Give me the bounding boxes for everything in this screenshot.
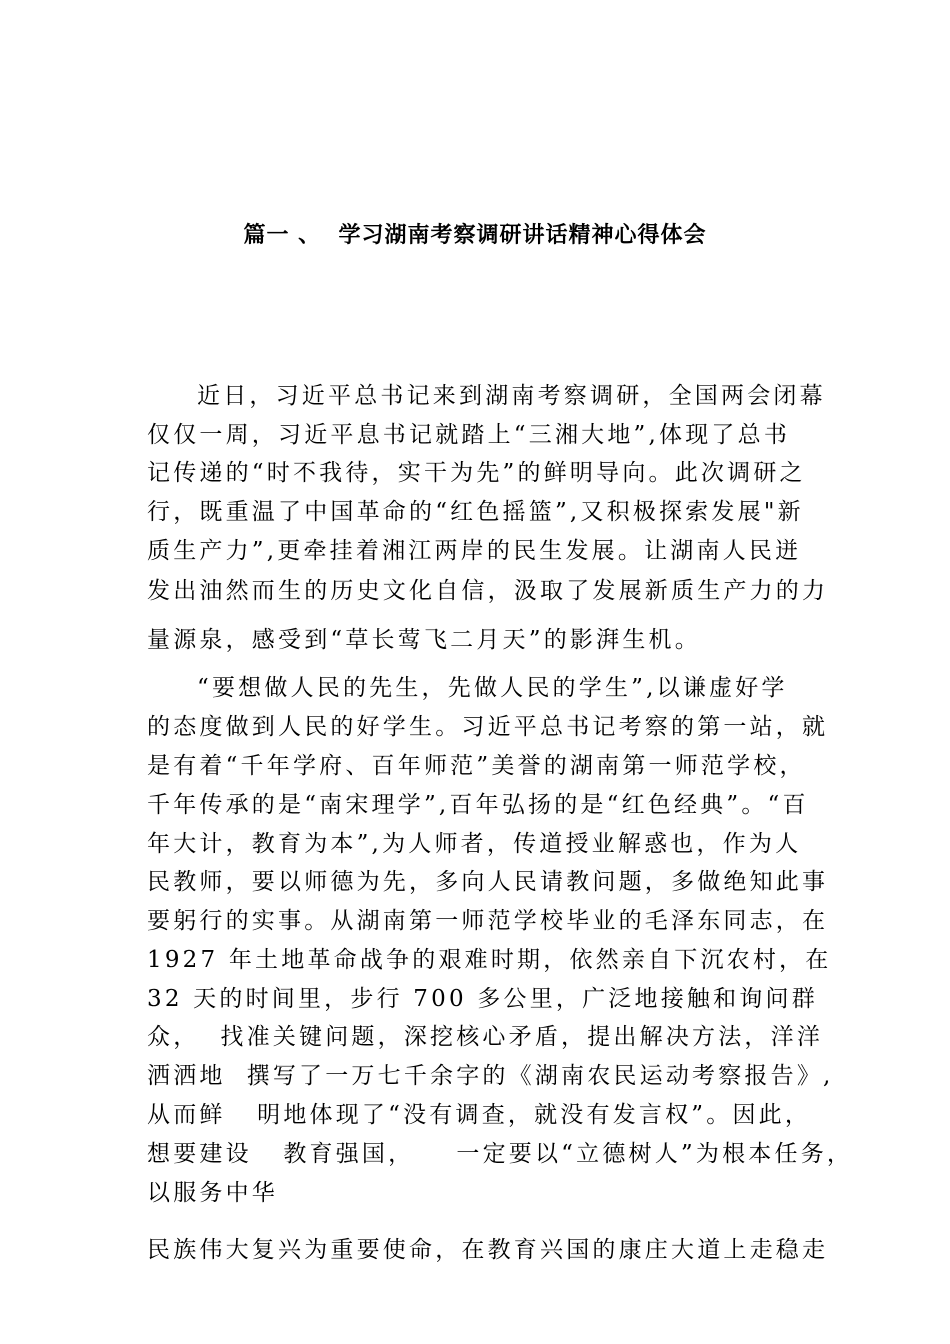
paragraph-line: 要躬行的实事。从湖南第一师范学校毕业的毛泽东同志，在	[147, 908, 829, 934]
paragraph-line: 以服务中华	[147, 1180, 278, 1206]
paragraph-line: 发出油然而生的历史文化自信，汲取了发展新质生产力的力	[147, 578, 829, 604]
paragraph-line: 洒洒地 撰写了一万七千余字的《湖南农民运动考察报告》,	[147, 1063, 834, 1089]
paragraph-line: 民族伟大复兴为重要使命，在教育兴国的康庄大道上走稳走	[147, 1237, 829, 1263]
paragraph-line: 行，既重温了中国革命的“红色摇篮”,又积极探索发展"新	[147, 499, 804, 525]
paragraph-line: 是有着“千年学府、百年师范”美誉的湖南第一师范学校，	[147, 753, 806, 779]
paragraph-line: 年大计，教育为本”,为人师者，传道授业解惑也，作为人	[147, 831, 802, 857]
document-title: 篇一 、 学习湖南考察调研讲话精神心得体会	[243, 223, 707, 248]
paragraph-line: 想要建设 教育强国， 一定要以“立德树人”为根本任务，	[147, 1141, 854, 1167]
paragraph-line: 仅仅一周，习近平息书记就踏上“三湘大地”,体现了总书	[147, 422, 791, 448]
paragraph-line: 质生产力”,更牵挂着湘江两岸的民生发展。让湖南人民迸	[147, 538, 802, 564]
paragraph-line: 民教师，要以师德为先，多向人民请教问题，多做绝知此事	[147, 869, 829, 895]
paragraph-line: 众， 找准关键问题，深挖核心矛盾，提出解决方法，洋洋	[147, 1024, 824, 1050]
paragraph-line: 近日，习近平总书记来到湖南考察调研，全国两会闭幕	[197, 383, 826, 409]
paragraph-line: 量源泉，感受到“草长莺飞二月天”的影湃生机。	[147, 627, 701, 653]
paragraph-line: 1927 年土地革命战争的艰难时期，依然亲自下沉农村，在	[147, 947, 832, 973]
paragraph-line: 32 天的时间里，步行 700 多公里，广泛地接触和询问群	[147, 986, 818, 1012]
paragraph-line: “要想做人民的先生，先做人民的学生”,以谦虚好学	[197, 675, 788, 701]
paragraph-line: 记传递的“时不我待，实干为先”的鲜明导向。此次调研之	[147, 460, 806, 486]
paragraph-line: 从而鲜 明地体现了“没有调查，就没有发言权”。因此，	[147, 1102, 812, 1128]
paragraph-line: 千年传承的是“南宋理学”,百年弘扬的是“红色经典”。“百	[147, 792, 809, 818]
paragraph-line: 的态度做到人民的好学生。习近平总书记考察的第一站，就	[147, 714, 829, 740]
